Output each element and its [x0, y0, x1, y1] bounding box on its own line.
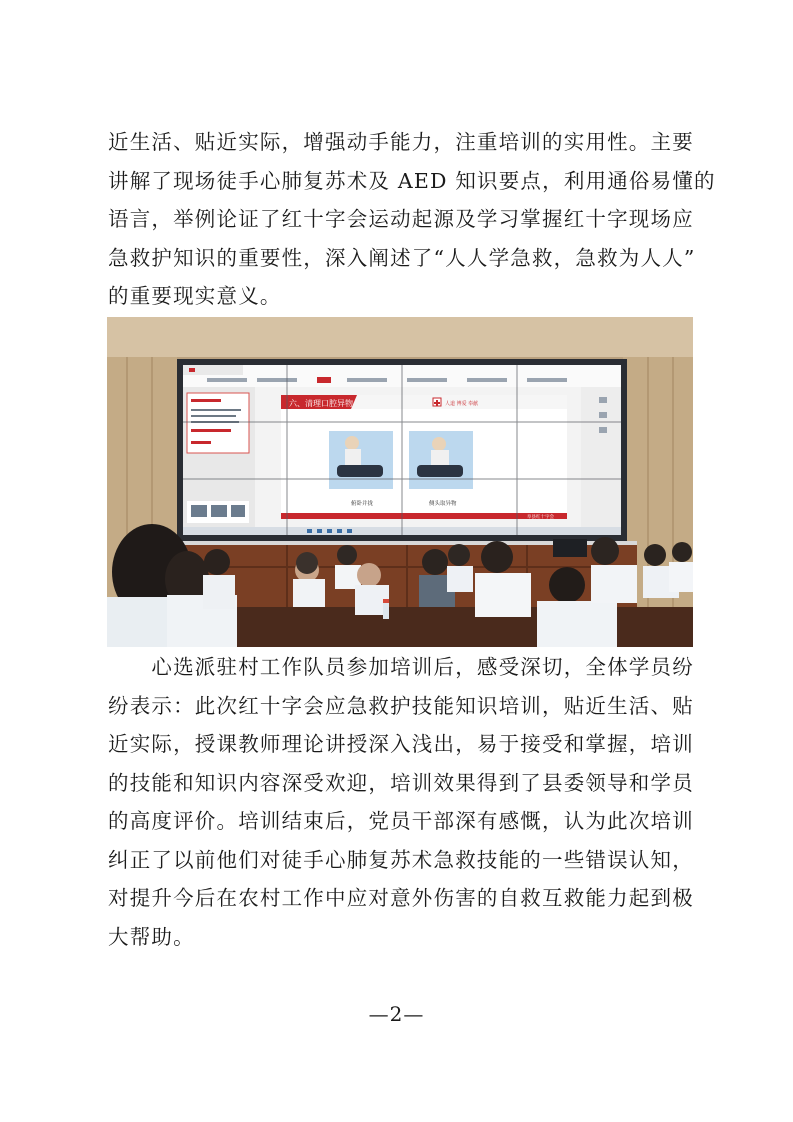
slide-caption-left: 俯卧并拢 — [351, 501, 374, 507]
body-paragraph-1 — [108, 123, 716, 316]
text-line: 急救护知识的重要性，深入阐述了“人人学急救，急救为人人” — [108, 245, 696, 270]
text-line: 大帮助。 — [108, 924, 195, 949]
text-line: 的高度评价。培训结束后，党员干部深有感慨，认为此次培训 — [108, 809, 694, 833]
text-line: 近实际，授课教师理论讲授深入浅出，易于接受和掌握，培训 — [108, 732, 694, 756]
slide-caption-right: 侧头取异物 — [429, 501, 457, 507]
text-line: 的技能和知识内容深受欢迎，培训效果得到了县委领导和学员 — [108, 770, 694, 795]
page-number: —2— — [368, 1002, 425, 1026]
slide-logo-text: 人道 博爱 奉献 — [445, 401, 479, 407]
text-line: 近生活、贴近实际，增强动手能力，注重培训的实用性。主要 — [108, 130, 694, 154]
slide-title: 六、清理口腔异物 — [289, 399, 353, 408]
text-line: 纠正了以前他们对徒手心肺复苏术急救技能的一些错误认知， — [108, 847, 694, 872]
text-line: 的重要现实意义。 — [108, 284, 282, 308]
text-line: 纷表示：此次红十字会应急救护技能知识培训，贴近生活、贴 — [108, 693, 694, 718]
training-photo — [107, 317, 693, 647]
text-line: 对提升今后在农村工作中应对意外伤害的自救互救能力起到极 — [108, 886, 694, 910]
slide-footer: 阜县红十字会 — [527, 515, 554, 520]
body-paragraph-2 — [108, 648, 693, 956]
text-line: 语言，举例论证了红十字会运动起源及学习掌握红十字现场应 — [108, 207, 694, 231]
text-line: 讲解了现场徒手心肺复苏术及 AED 知识要点，利用通俗易懂的 — [108, 168, 716, 193]
text-line: 心选派驻村工作队员参加培训后，感受深切，全体学员纷 — [108, 655, 694, 679]
